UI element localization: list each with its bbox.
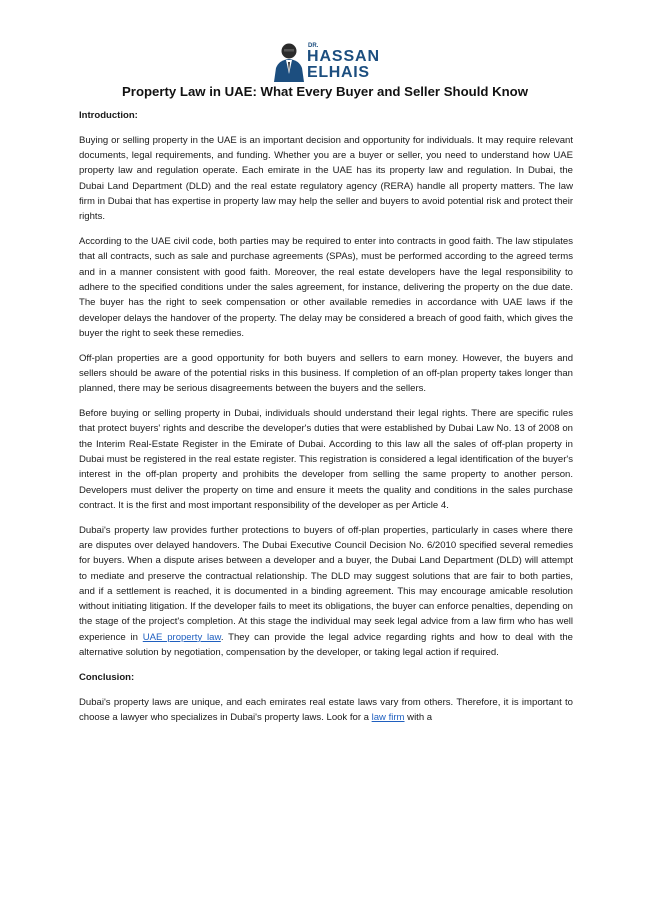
article-body bbox=[79, 108, 573, 735]
conclusion-paragraph bbox=[79, 695, 573, 726]
conclusion-heading: Conclusion: bbox=[79, 671, 135, 683]
brand-logo bbox=[271, 38, 381, 82]
uae-property-law-link[interactable]: UAE property law bbox=[142, 631, 221, 643]
paragraph-3: Off-plan properties are a good opportunity for both buyers and sellers to earn money. However, the buyers and sellers should be aware of the potential risks in this business. If completion of an off-plan property takes longer than planned, there may be serious disagreements between the buyers and the sellers. bbox=[79, 352, 573, 395]
logo-line2: ELHAIS bbox=[307, 64, 369, 81]
conclusion-text-before: Dubai's property laws are unique, and each emirates real estate laws vary from others. Therefore, it is important to choose a lawyer who specializes in Dubai's property laws. Look for a bbox=[79, 696, 573, 723]
paragraph-1: Buying or selling property in the UAE is an important decision and opportunity for individuals. It may require relevant documents, legal requirements, and funding. Whether you are a buyer or seller, you need to understand how UAE property law and regulation operate. Each emirate in the UAE has its property law and regulation. In Dubai, the Dubai Land Department (DLD) and the real estate regulatory agency (RERA) handle all property matters. The law firm in Dubai that has expertise in property law may help the seller and buyers to avoid potential risk and protect their rights. bbox=[79, 134, 573, 223]
paragraph-5-text-before: Dubai's property law provides further protections to buyers of off-plan properties, particularly in cases where there are disputes over delayed handovers. The Dubai Executive Council Decision No. 6/2010 specified several remedies for buyers. When a dispute arises between a developer and a buyer, the Dubai Land Department (DLD) will attempt to mediate and preserve the contractual relationship. The DLD may suggest solutions that are fair to both parties, and if a settlement is reached, it is documented in a binding agreement. This may encourage amicable resolution without initiating litigation. If the developer fails to meet its obligations, the buyer can enforce penalties, depending on the stage of the project's completion. At this stage the individual may seek legal advice from a law firm who has well experience in bbox=[79, 524, 573, 643]
conclusion-text-after: with a bbox=[404, 711, 433, 723]
portrait-logo-icon bbox=[271, 38, 381, 82]
logo-line1: HASSAN bbox=[307, 48, 379, 65]
law-firm-link[interactable]: law firm bbox=[371, 711, 405, 723]
logo-glasses bbox=[284, 49, 294, 52]
introduction-heading: Introduction: bbox=[79, 110, 138, 121]
logo-small-text: DR. bbox=[308, 43, 319, 49]
paragraph-4: Before buying or selling property in Dubai, individuals should understand their legal rights. There are specific rules that protect buyers' rights and describe the developer's duties that were established by Dubai Law No. 13 of 2008 on the Interim Real-Estate Register in the Emirate of Dubai. According to this law all the sales of off-plan property in Dubai must be registered in the real estate register. This registration is considered a legal identification of the buyer's interest in the off-plan property and prohibits the developer from selling the same property to another person. Developers must deliver the property on time and ensure it meets the quality and conditions in the sales purchase contract. It is the first and most important responsibility of the developer as per Article 4. bbox=[79, 408, 573, 511]
paragraph-2: According to the UAE civil code, both parties may be required to enter into contracts in good faith. The law stipulates that all contracts, such as sale and purchase agreements (SPAs), must be performed according to the agreed terms and in a manner consistent with good faith. Moreover, the real estate developers have the legal responsibility to adhere to the specified conditions under the sales agreement, for instance, delivering the property on the due date. The buyer has the right to seek compensation or other available remedies in accordance with UAE laws if the developer delays the handover of the property. The delay may be considered a breach of good faith, which gives the buyer the right to seek these remedies. bbox=[79, 236, 573, 339]
paragraph-5-text-after: . They can provide the legal advice regarding rights and how to deal with the alternative solution by negotiation, compensation by the developer, or taking legal action if required. bbox=[79, 631, 573, 658]
paragraph-5 bbox=[79, 523, 573, 661]
page-title: Property Law in UAE: What Every Buyer and Seller Should Know bbox=[122, 84, 528, 99]
